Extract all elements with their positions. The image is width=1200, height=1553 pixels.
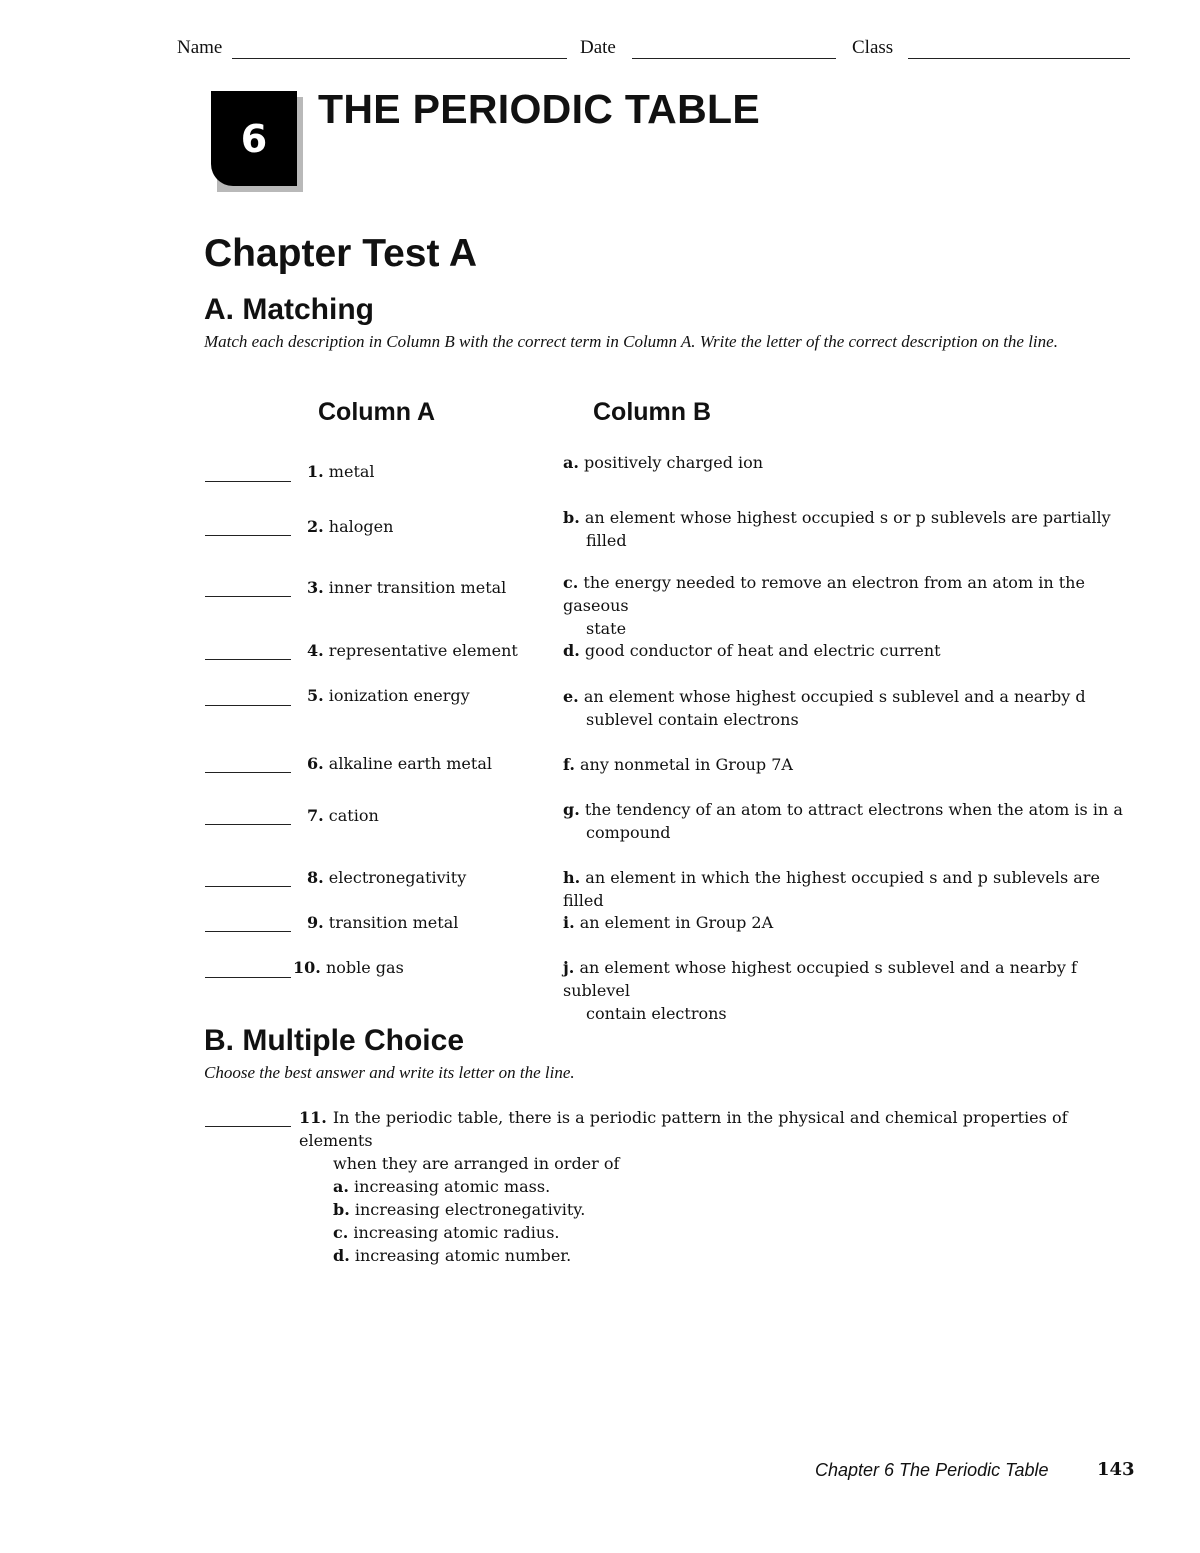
answer-line-7[interactable] (205, 824, 291, 825)
class-label: Class (852, 37, 894, 58)
column-b-item-c: c. the energy needed to remove an electron from an atom in the gaseous state (563, 573, 1085, 638)
column-b-item-g: g. the tendency of an atom to attract electrons when the atom is in a compound (563, 800, 1123, 842)
name-field[interactable] (232, 58, 567, 59)
column-b-item-b: b. an element whose highest occupied s or p sublevels are partially filled (563, 508, 1111, 550)
answer-line-10[interactable] (205, 977, 291, 978)
option-d: d. increasing atomic number. (333, 1246, 572, 1265)
option-b: b. increasing electronegativity. (333, 1200, 586, 1219)
chapter-title: THE PERIODIC TABLE (318, 86, 760, 132)
answer-line-6[interactable] (205, 772, 291, 773)
column-a-item-1: 1. metal (307, 462, 375, 481)
column-b-item-a: a. positively charged ion (563, 453, 764, 472)
class-field[interactable] (908, 58, 1130, 59)
column-a-item-8: 8. electronegativity (307, 868, 467, 887)
column-b-header: Column B (593, 398, 712, 426)
chapter-number: 6 (240, 116, 268, 161)
column-b-item-h: h. an element in which the highest occupied s and p sublevels are filled (563, 868, 1100, 910)
section-a-instructions: Match each description in Column B with the correct term in Column A. Write the letter of the correct description on the line. (204, 332, 1058, 351)
column-a-header: Column A (318, 398, 436, 426)
option-a: a. increasing atomic mass. (333, 1177, 551, 1196)
column-b-item-i: i. an element in Group 2A (563, 913, 774, 932)
column-b-item-j: j. an element whose highest occupied s sublevel and a nearby f sublevel contain electrons (563, 958, 1077, 1023)
column-b-item-e: e. an element whose highest occupied s sublevel and a nearby d sublevel contain electrons (563, 687, 1086, 729)
name-label: Name (177, 37, 223, 58)
option-c: c. increasing atomic radius. (333, 1223, 560, 1242)
answer-line-3[interactable] (205, 596, 291, 597)
column-a-item-9: 9. transition metal (307, 913, 459, 932)
answer-line-11[interactable] (205, 1126, 291, 1127)
answer-line-4[interactable] (205, 659, 291, 660)
footer-chapter-label: Chapter 6 The Periodic Table (815, 1460, 1049, 1480)
column-a-item-2: 2. halogen (307, 517, 394, 536)
column-b-item-d: d. good conductor of heat and electric current (563, 641, 941, 660)
page-number: 143 (1097, 1459, 1135, 1480)
question-11: 11. In the periodic table, there is a periodic pattern in the physical and chemical properties of elements when they are arranged in order of a. increasing atomic mass. b. increasing electronegativity. c. increasing atomic radius. d. increasing atomic number. (299, 1106, 1119, 1267)
answer-line-8[interactable] (205, 886, 291, 887)
column-b-item-f: f. any nonmetal in Group 7A (563, 755, 793, 774)
column-a-item-6: 6. alkaline earth metal (307, 754, 492, 773)
section-b-title: B. Multiple Choice (204, 1024, 465, 1057)
section-a-title: A. Matching (204, 293, 374, 326)
test-title: Chapter Test A (204, 232, 478, 275)
answer-line-1[interactable] (205, 481, 291, 482)
column-a-item-5: 5. ionization energy (307, 686, 470, 705)
answer-line-5[interactable] (205, 705, 291, 706)
column-a-item-10: 10. noble gas (293, 958, 404, 977)
answer-line-2[interactable] (205, 535, 291, 536)
column-a-item-3: 3. inner transition metal (307, 578, 507, 597)
column-a-item-7: 7. cation (307, 806, 379, 825)
column-a-item-4: 4. representative element (307, 641, 518, 660)
date-field[interactable] (632, 58, 836, 59)
section-b-instructions: Choose the best answer and write its letter on the line. (204, 1063, 575, 1082)
answer-line-9[interactable] (205, 931, 291, 932)
date-label: Date (580, 37, 616, 58)
